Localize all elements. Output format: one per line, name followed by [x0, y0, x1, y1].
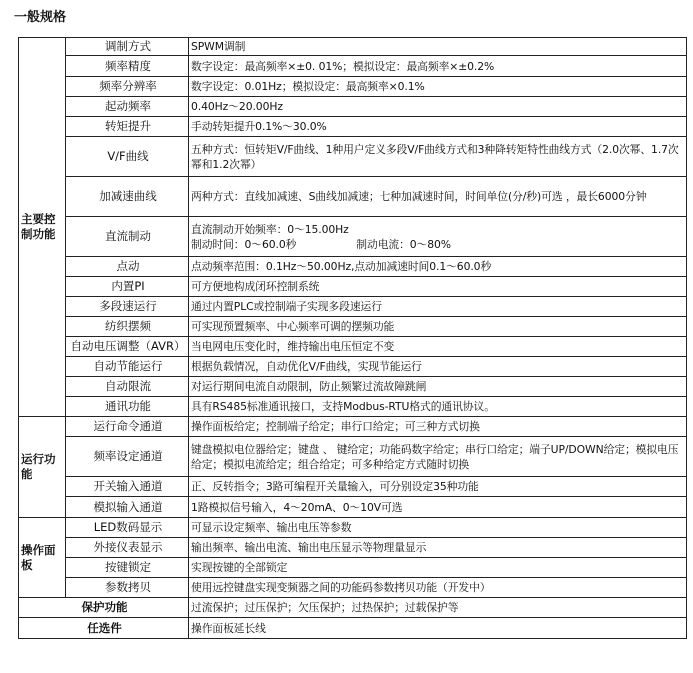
category-main-control: 主要控制功能 — [19, 38, 66, 417]
row-value: 可方便地构成闭环控制系统 — [189, 277, 687, 297]
row-name: 开关输入通道 — [66, 477, 189, 497]
row-value: 根据负载情况，自动优化V/F曲线，实现节能运行 — [189, 357, 687, 377]
row-value: 操作面板给定；控制端子给定；串行口给定；可三种方式切换 — [189, 417, 687, 437]
category-operation: 运行功能 — [19, 417, 66, 518]
row-name: 通讯功能 — [66, 397, 189, 417]
row-name: 自动电压调整（AVR） — [66, 337, 189, 357]
spec-table — [18, 37, 687, 639]
row-name: 内置PI — [66, 277, 189, 297]
row-value: 通过内置PLC或控制端子实现多段速运行 — [189, 297, 687, 317]
row-name: 频率精度 — [66, 56, 189, 77]
row-name: 加减速曲线 — [66, 177, 189, 217]
row-value: 实现按键的全部锁定 — [189, 558, 687, 578]
row-name: 点动 — [66, 257, 189, 277]
row-name: 自动限流 — [66, 377, 189, 397]
row-value: 对运行期间电流自动限制，防止频繁过流故障跳闸 — [189, 377, 687, 397]
row-name: 模拟输入通道 — [66, 497, 189, 518]
row-value: 点动频率范围：0.1Hz～50.00Hz,点动加减速时间0.1～60.0秒 — [189, 257, 687, 277]
row-value: 两种方式：直线加减速、S曲线加减速；七种加减速时间，时间单位(分/秒)可选 ，最长6000分钟 — [189, 177, 687, 217]
category-protection: 保护功能 — [19, 598, 189, 618]
row-name: 调制方式 — [66, 38, 189, 56]
row-name: 频率分辨率 — [66, 77, 189, 97]
row-value: 正、反转指令；3路可编程开关量输入，可分别设定35种功能 — [189, 477, 687, 497]
dc-brake-start: 直流制动开始频率：0～15.00Hz — [191, 222, 349, 236]
row-value: 手动转矩提升0.1%～30.0% — [189, 117, 687, 137]
dc-brake-time: 制动时间：0～60.0秒 — [191, 237, 297, 251]
category-options: 任选件 — [19, 618, 189, 639]
row-value: 输出频率、输出电流、输出电压显示等物理量显示 — [189, 538, 687, 558]
row-value: 数字设定：0.01Hz；模拟设定：最高频率×0.1% — [189, 77, 687, 97]
category-operation-panel: 操作面板 — [19, 518, 66, 598]
row-value: SPWM调制 — [189, 38, 687, 56]
row-name: 参数拷贝 — [66, 578, 189, 598]
row-value: 可显示设定频率、输出电压等参数 — [189, 518, 687, 538]
section-title: 一般规格 — [14, 10, 67, 25]
row-value: 1路模拟信号输入，4～20mA、0～10V可选 — [189, 497, 687, 518]
row-value: 过流保护；过压保护；欠压保护；过热保护；过载保护等 — [189, 598, 687, 618]
row-value: 数字设定：最高频率×±0. 01%；模拟设定：最高频率×±0.2% — [189, 56, 687, 77]
row-name: 起动频率 — [66, 97, 189, 117]
row-name: 自动节能运行 — [66, 357, 189, 377]
row-value: 使用远控键盘实现变频器之间的功能码参数拷贝功能（开发中） — [189, 578, 687, 598]
row-name: 纺织摆频 — [66, 317, 189, 337]
row-name: 按键锁定 — [66, 558, 189, 578]
row-value — [189, 217, 687, 257]
row-name: 运行命令通道 — [66, 417, 189, 437]
row-value: 操作面板延长线 — [189, 618, 687, 639]
row-name: 多段速运行 — [66, 297, 189, 317]
row-name: V/F曲线 — [66, 137, 189, 177]
dc-brake-current: 制动电流：0～80% — [356, 237, 451, 251]
row-name: LED数码显示 — [66, 518, 189, 538]
row-name: 直流制动 — [66, 217, 189, 257]
row-value: 具有RS485标准通讯接口，支持Modbus-RTU格式的通讯协议。 — [189, 397, 687, 417]
row-value: 五种方式：恒转矩V/F曲线、1种用户定义多段V/F曲线方式和3种降转矩特性曲线方式（2.0次幂、1.7次幂和1.2次幂） — [189, 137, 687, 177]
row-value: 当电网电压变化时，维持输出电压恒定不变 — [189, 337, 687, 357]
row-name: 频率设定通道 — [66, 437, 189, 477]
row-value: 可实现预置频率、中心频率可调的摆频功能 — [189, 317, 687, 337]
row-name: 转矩提升 — [66, 117, 189, 137]
row-name: 外接仪表显示 — [66, 538, 189, 558]
row-value: 0.40Hz～20.00Hz — [189, 97, 687, 117]
row-value: 键盘模拟电位器给定；键盘 、 键给定；功能码数字给定；串行口给定；端子UP/DOWN给定；模拟电压给定；模拟电流给定；组合给定；可多种给定方式随时切换 — [189, 437, 687, 477]
